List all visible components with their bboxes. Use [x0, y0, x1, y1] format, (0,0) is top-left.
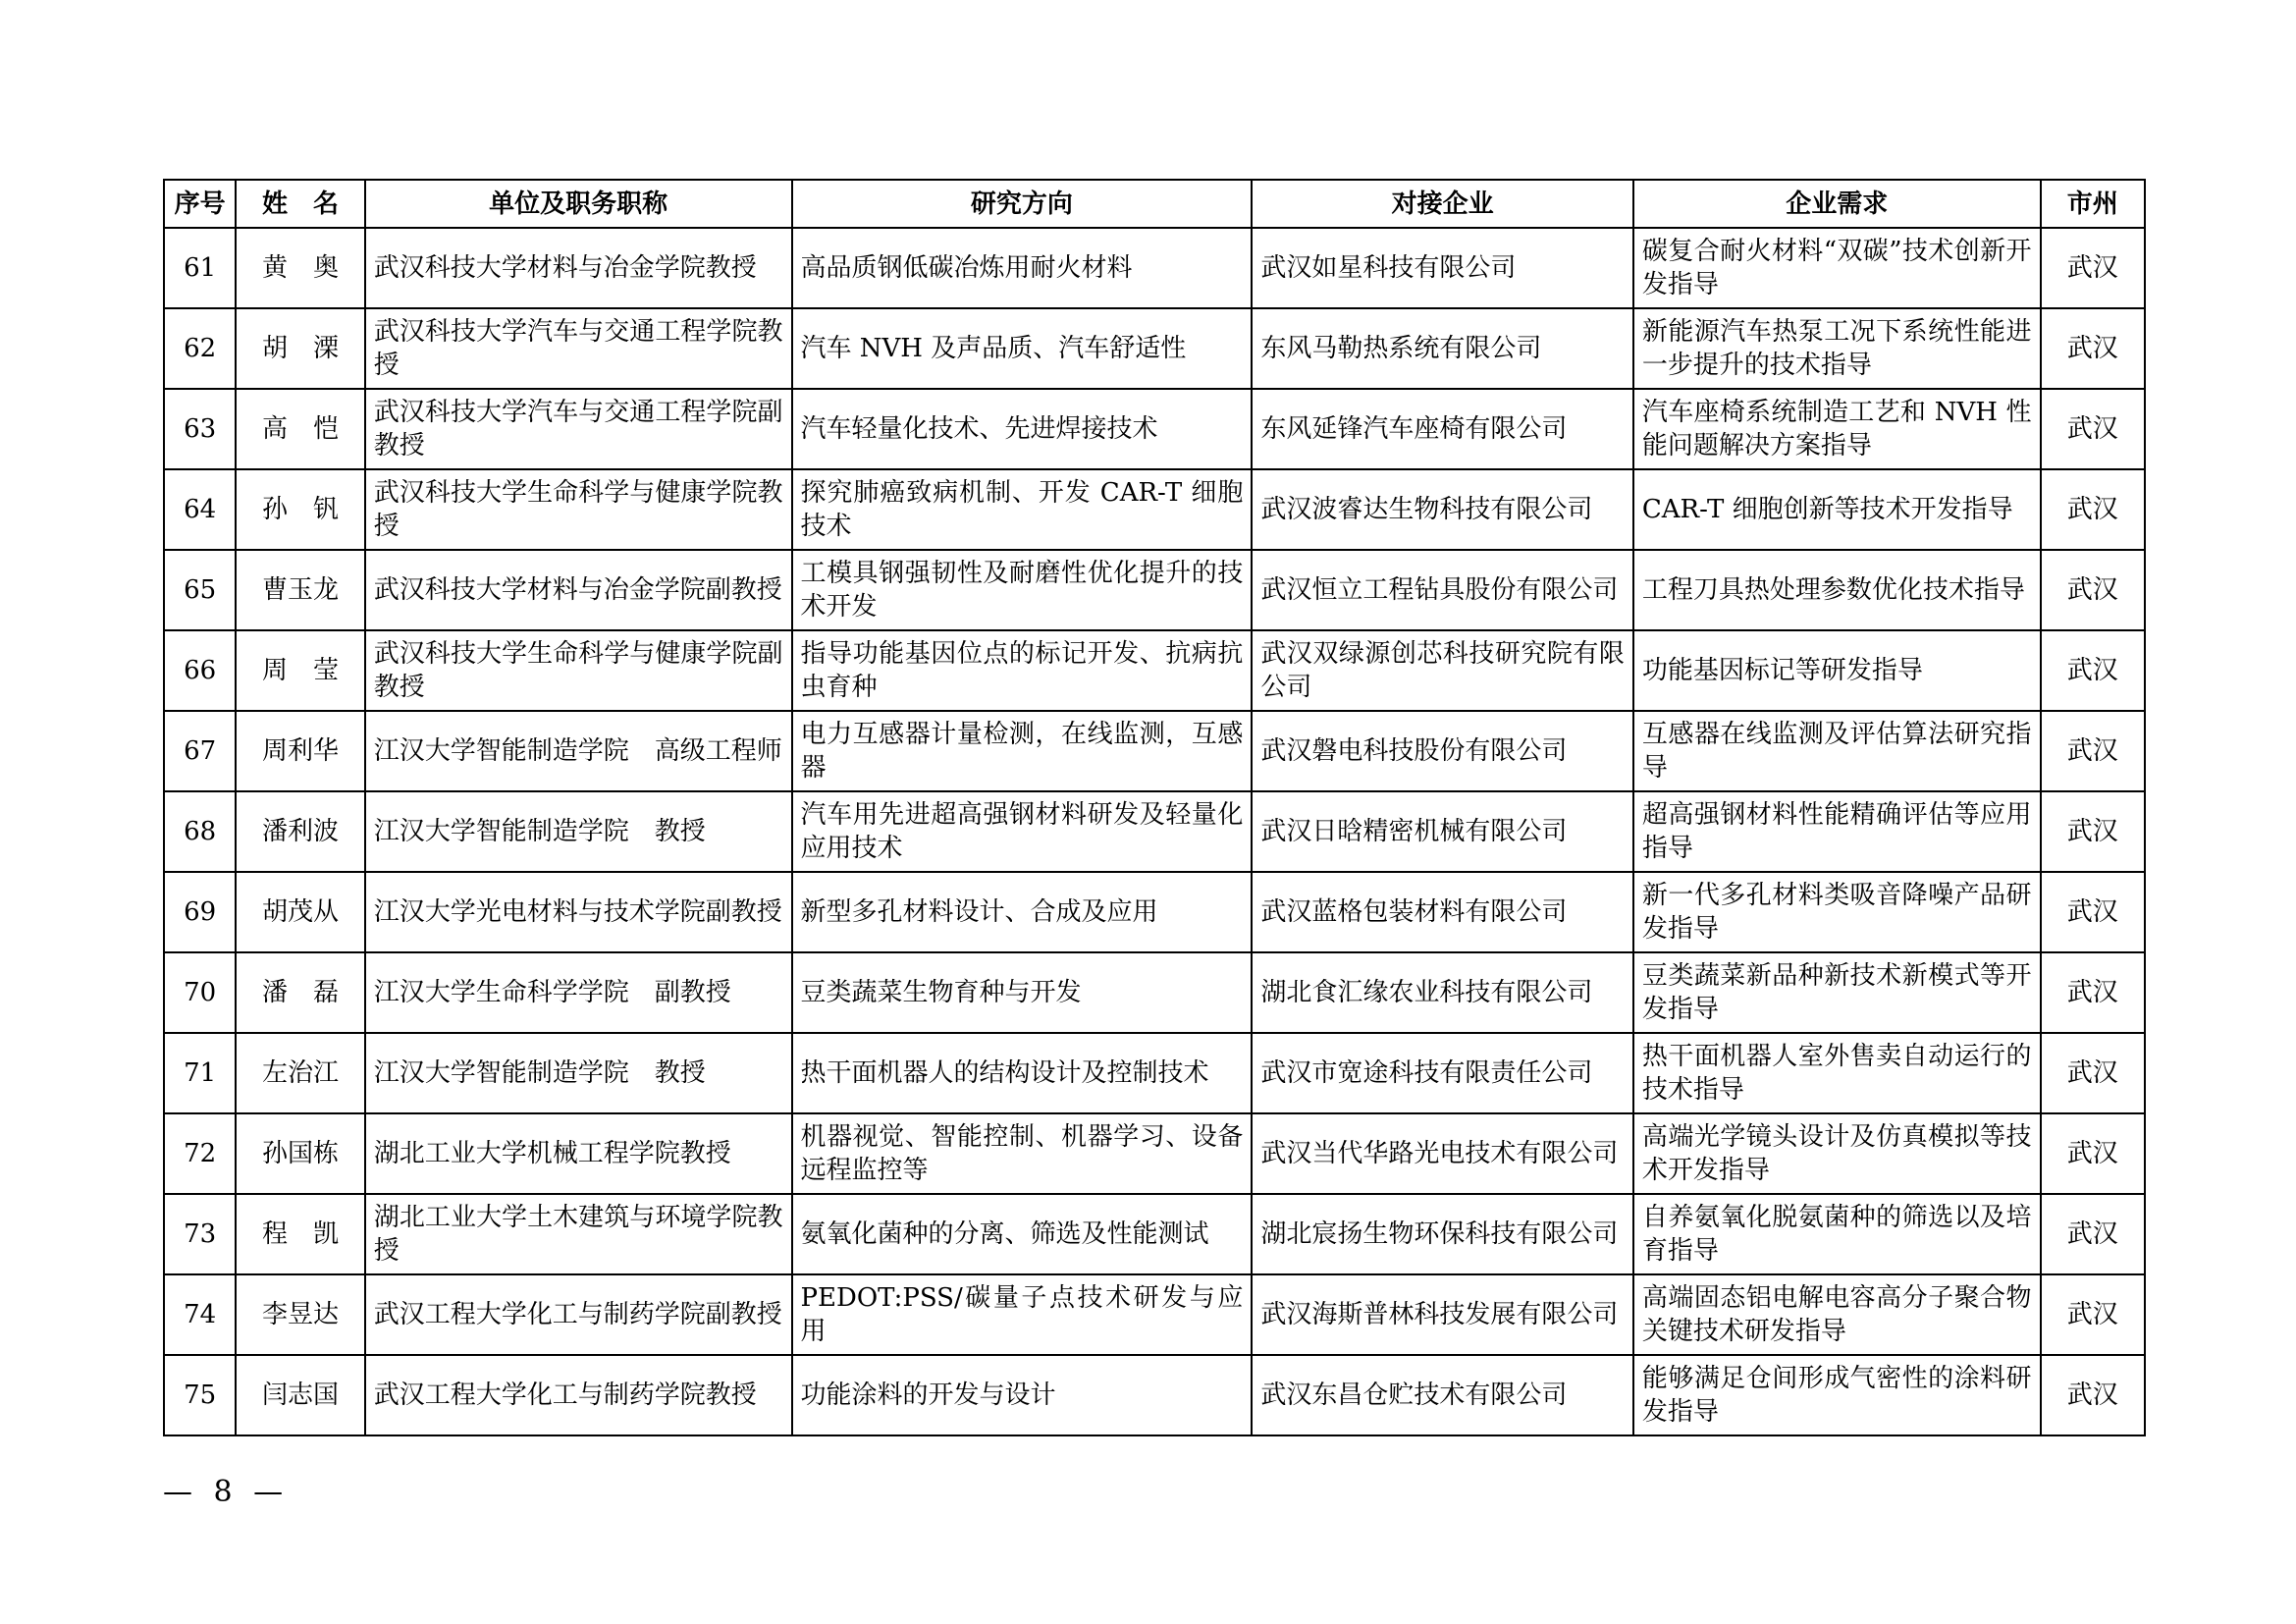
- expert-name: 左治江: [236, 1033, 365, 1113]
- table-row: [164, 228, 2145, 308]
- unit-title: 武汉工程大学化工与制药学院副教授: [365, 1274, 792, 1355]
- company-need: 自养氨氧化脱氨菌种的筛选以及培育指导: [1633, 1194, 2041, 1274]
- unit-title: 江汉大学智能制造学院 教授: [365, 1033, 792, 1113]
- company-need: 汽车座椅系统制造工艺和 NVH 性能问题解决方案指导: [1633, 389, 2041, 469]
- table-row: [164, 1194, 2145, 1274]
- unit-title: 武汉工程大学化工与制药学院教授: [365, 1355, 792, 1435]
- table-row: [164, 1033, 2145, 1113]
- company-need: 能够满足仓间形成气密性的涂料研发指导: [1633, 1355, 2041, 1435]
- table-body: [164, 228, 2145, 1435]
- row-index: 68: [164, 791, 236, 872]
- row-index: 63: [164, 389, 236, 469]
- city: 武汉: [2041, 952, 2145, 1033]
- row-index: 71: [164, 1033, 236, 1113]
- table-row: [164, 952, 2145, 1033]
- research-direction: 氨氧化菌种的分离、筛选及性能测试: [792, 1194, 1253, 1274]
- city: 武汉: [2041, 1274, 2145, 1355]
- row-index: 75: [164, 1355, 236, 1435]
- research-direction: PEDOT:PSS/碳量子点技术研发与应用: [792, 1274, 1253, 1355]
- city: 武汉: [2041, 1033, 2145, 1113]
- expert-name: 李昱达: [236, 1274, 365, 1355]
- unit-title: 武汉科技大学材料与冶金学院副教授: [365, 550, 792, 630]
- research-direction: 新型多孔材料设计、合成及应用: [792, 872, 1253, 952]
- research-direction: 汽车用先进超高强钢材料研发及轻量化应用技术: [792, 791, 1253, 872]
- expert-name: 程 凯: [236, 1194, 365, 1274]
- unit-title: 武汉科技大学汽车与交通工程学院副教授: [365, 389, 792, 469]
- expert-name: 胡茂从: [236, 872, 365, 952]
- row-index: 73: [164, 1194, 236, 1274]
- partner-company: 湖北食汇缘农业科技有限公司: [1252, 952, 1633, 1033]
- row-index: 62: [164, 308, 236, 389]
- header-company-need: 企业需求: [1633, 180, 2041, 228]
- company-need: 碳复合耐火材料“双碳”技术创新开发指导: [1633, 228, 2041, 308]
- research-direction: 热干面机器人的结构设计及控制技术: [792, 1033, 1253, 1113]
- research-direction: 高品质钢低碳冶炼用耐火材料: [792, 228, 1253, 308]
- company-need: 超高强钢材料性能精确评估等应用指导: [1633, 791, 2041, 872]
- partner-company: 武汉日晗精密机械有限公司: [1252, 791, 1633, 872]
- row-index: 64: [164, 469, 236, 550]
- partner-company: 东风延锋汽车座椅有限公司: [1252, 389, 1633, 469]
- research-direction: 汽车 NVH 及声品质、汽车舒适性: [792, 308, 1253, 389]
- page-number: — 8 —: [163, 1475, 290, 1509]
- table-row: [164, 630, 2145, 711]
- research-direction: 豆类蔬菜生物育种与开发: [792, 952, 1253, 1033]
- city: 武汉: [2041, 389, 2145, 469]
- partner-company: 武汉海斯普林科技发展有限公司: [1252, 1274, 1633, 1355]
- city: 武汉: [2041, 228, 2145, 308]
- company-need: 豆类蔬菜新品种新技术新模式等开发指导: [1633, 952, 2041, 1033]
- research-direction: 探究肺癌致病机制、开发 CAR-T 细胞技术: [792, 469, 1253, 550]
- partner-company: 武汉如星科技有限公司: [1252, 228, 1633, 308]
- header-unit-title: 单位及职务职称: [365, 180, 792, 228]
- expert-name: 曹玉龙: [236, 550, 365, 630]
- partner-company: 武汉波睿达生物科技有限公司: [1252, 469, 1633, 550]
- city: 武汉: [2041, 630, 2145, 711]
- header-partner-company: 对接企业: [1252, 180, 1633, 228]
- table-header-row: [164, 180, 2145, 228]
- partner-company: 武汉当代华路光电技术有限公司: [1252, 1113, 1633, 1194]
- table-row: [164, 791, 2145, 872]
- city: 武汉: [2041, 791, 2145, 872]
- expert-name: 高 恺: [236, 389, 365, 469]
- company-need: 工程刀具热处理参数优化技术指导: [1633, 550, 2041, 630]
- row-index: 74: [164, 1274, 236, 1355]
- partner-company: 武汉东昌仓贮技术有限公司: [1252, 1355, 1633, 1435]
- table-row: [164, 711, 2145, 791]
- research-direction: 汽车轻量化技术、先进焊接技术: [792, 389, 1253, 469]
- expert-name: 孙国栋: [236, 1113, 365, 1194]
- research-direction: 电力互感器计量检测，在线监测，互感器: [792, 711, 1253, 791]
- partner-company: 武汉磐电科技股份有限公司: [1252, 711, 1633, 791]
- unit-title: 江汉大学光电材料与技术学院副教授: [365, 872, 792, 952]
- company-need: 功能基因标记等研发指导: [1633, 630, 2041, 711]
- header-index: 序号: [164, 180, 236, 228]
- company-need: 高端固态铝电解电容高分子聚合物关键技术研发指导: [1633, 1274, 2041, 1355]
- row-index: 65: [164, 550, 236, 630]
- expert-company-table: [163, 179, 2146, 1436]
- city: 武汉: [2041, 469, 2145, 550]
- partner-company: 湖北宸扬生物环保科技有限公司: [1252, 1194, 1633, 1274]
- expert-name: 闫志国: [236, 1355, 365, 1435]
- city: 武汉: [2041, 711, 2145, 791]
- expert-name: 潘 磊: [236, 952, 365, 1033]
- expert-name: 黄 奥: [236, 228, 365, 308]
- research-direction: 工模具钢强韧性及耐磨性优化提升的技术开发: [792, 550, 1253, 630]
- research-direction: 指导功能基因位点的标记开发、抗病抗虫育种: [792, 630, 1253, 711]
- unit-title: 湖北工业大学机械工程学院教授: [365, 1113, 792, 1194]
- company-need: 热干面机器人室外售卖自动运行的技术指导: [1633, 1033, 2041, 1113]
- company-need: 新一代多孔材料类吸音降噪产品研发指导: [1633, 872, 2041, 952]
- expert-name: 周 莹: [236, 630, 365, 711]
- city: 武汉: [2041, 1113, 2145, 1194]
- row-index: 67: [164, 711, 236, 791]
- research-direction: 机器视觉、智能控制、机器学习、设备远程监控等: [792, 1113, 1253, 1194]
- unit-title: 武汉科技大学生命科学与健康学院副教授: [365, 630, 792, 711]
- company-need: 互感器在线监测及评估算法研究指导: [1633, 711, 2041, 791]
- unit-title: 江汉大学智能制造学院 教授: [365, 791, 792, 872]
- expert-name: 潘利波: [236, 791, 365, 872]
- city: 武汉: [2041, 1355, 2145, 1435]
- table-row: [164, 389, 2145, 469]
- expert-name: 孙 钒: [236, 469, 365, 550]
- unit-title: 江汉大学智能制造学院 高级工程师: [365, 711, 792, 791]
- unit-title: 武汉科技大学材料与冶金学院教授: [365, 228, 792, 308]
- table-row: [164, 308, 2145, 389]
- table-row: [164, 872, 2145, 952]
- row-index: 69: [164, 872, 236, 952]
- table-row: [164, 1113, 2145, 1194]
- partner-company: 武汉蓝格包装材料有限公司: [1252, 872, 1633, 952]
- expert-name: 胡 溧: [236, 308, 365, 389]
- table-row: [164, 1274, 2145, 1355]
- row-index: 66: [164, 630, 236, 711]
- unit-title: 江汉大学生命科学学院 副教授: [365, 952, 792, 1033]
- unit-title: 武汉科技大学生命科学与健康学院教授: [365, 469, 792, 550]
- city: 武汉: [2041, 550, 2145, 630]
- row-index: 61: [164, 228, 236, 308]
- table-row: [164, 550, 2145, 630]
- company-need: 新能源汽车热泵工况下系统性能进一步提升的技术指导: [1633, 308, 2041, 389]
- city: 武汉: [2041, 308, 2145, 389]
- partner-company: 东风马勒热系统有限公司: [1252, 308, 1633, 389]
- unit-title: 湖北工业大学土木建筑与环境学院教授: [365, 1194, 792, 1274]
- partner-company: 武汉双绿源创芯科技研究院有限公司: [1252, 630, 1633, 711]
- partner-company: 武汉恒立工程钻具股份有限公司: [1252, 550, 1633, 630]
- partner-company: 武汉市宽途科技有限责任公司: [1252, 1033, 1633, 1113]
- expert-name: 周利华: [236, 711, 365, 791]
- table-row: [164, 1355, 2145, 1435]
- company-need: 高端光学镜头设计及仿真模拟等技术开发指导: [1633, 1113, 2041, 1194]
- table-row: [164, 469, 2145, 550]
- row-index: 70: [164, 952, 236, 1033]
- company-need: CAR-T 细胞创新等技术开发指导: [1633, 469, 2041, 550]
- unit-title: 武汉科技大学汽车与交通工程学院教授: [365, 308, 792, 389]
- research-direction: 功能涂料的开发与设计: [792, 1355, 1253, 1435]
- header-name: 姓 名: [236, 180, 365, 228]
- header-city: 市州: [2041, 180, 2145, 228]
- header-research-direction: 研究方向: [792, 180, 1253, 228]
- city: 武汉: [2041, 1194, 2145, 1274]
- city: 武汉: [2041, 872, 2145, 952]
- row-index: 72: [164, 1113, 236, 1194]
